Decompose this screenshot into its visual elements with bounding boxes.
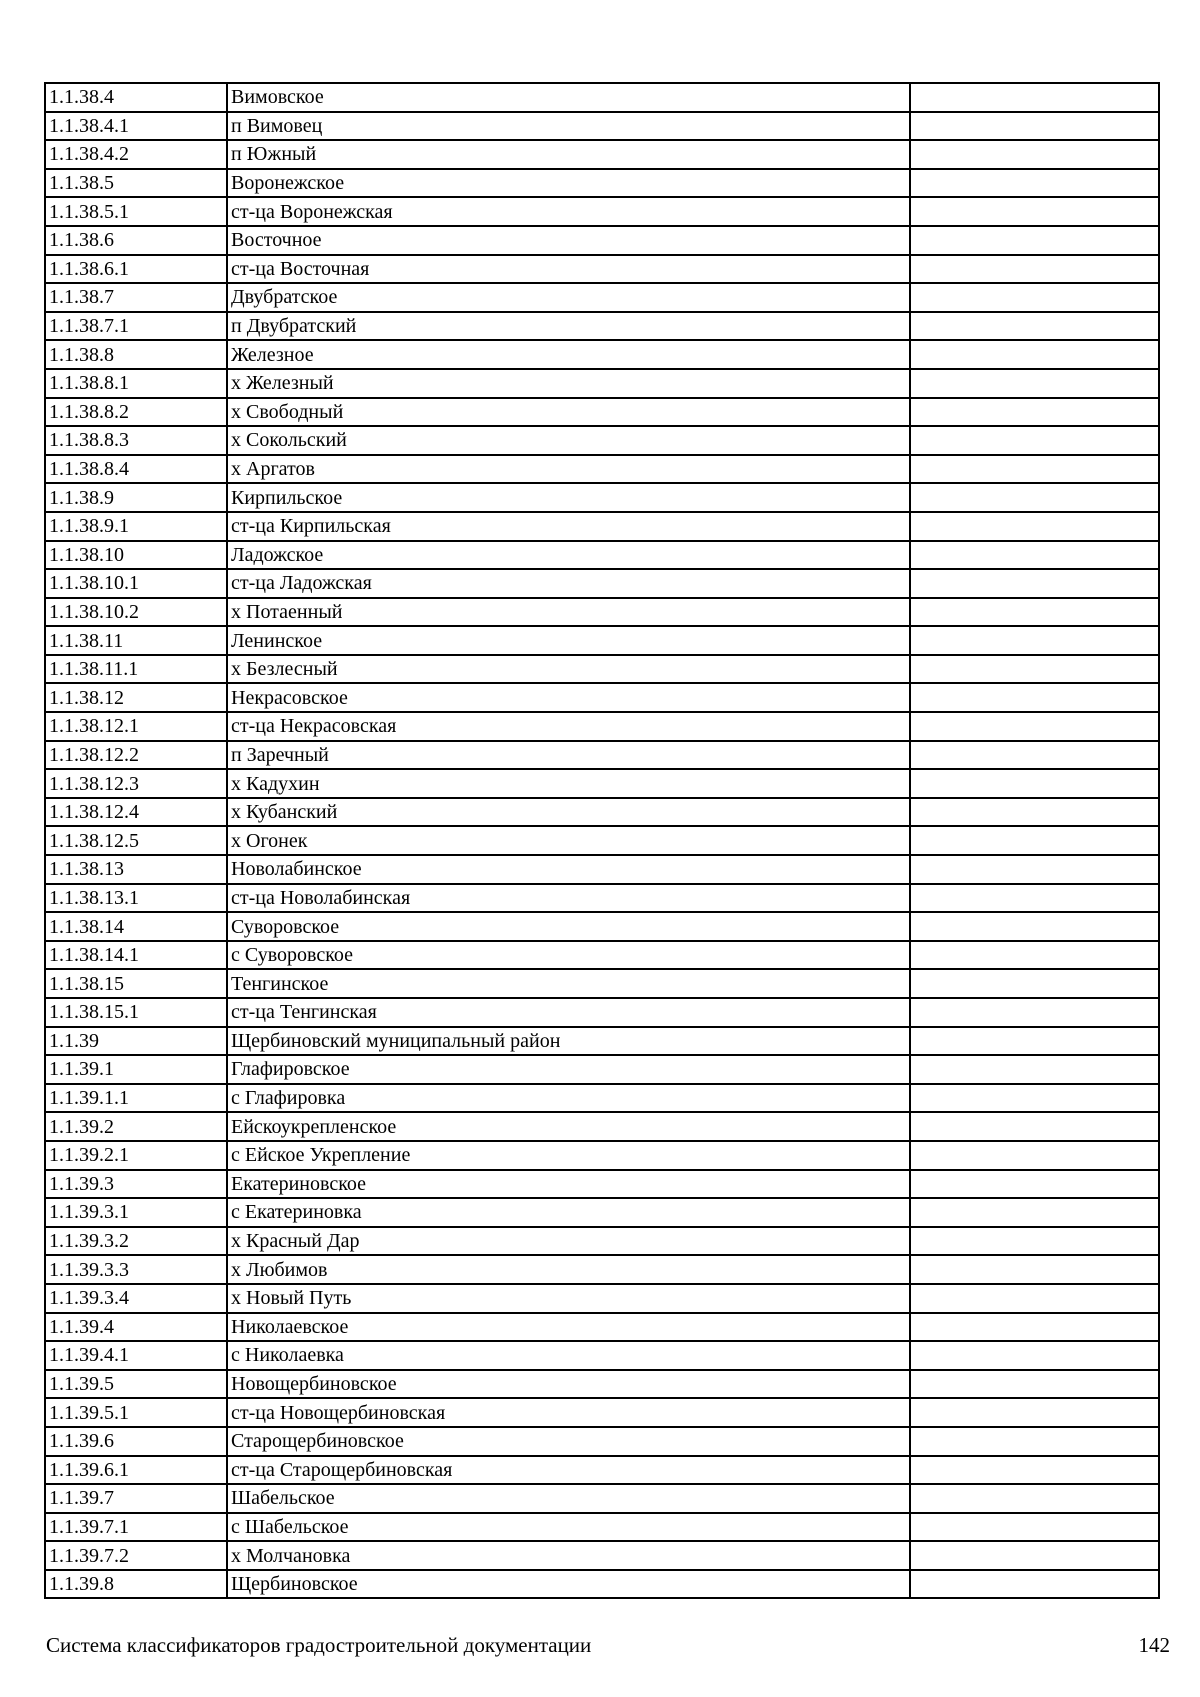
note-cell (910, 1370, 1159, 1399)
note-cell (910, 1198, 1159, 1227)
note-cell (910, 455, 1159, 484)
table-row (45, 1313, 1159, 1342)
table-row (45, 1084, 1159, 1113)
code-cell: 1.1.38.8.3 (45, 426, 227, 455)
name-cell: ст-ца Некрасовская (227, 712, 910, 741)
name-cell: ст-ца Тенгинская (227, 998, 910, 1027)
name-cell: ст-ца Восточная (227, 255, 910, 284)
code-cell: 1.1.38.5 (45, 169, 227, 198)
note-cell (910, 1456, 1159, 1485)
table-row (45, 741, 1159, 770)
name-cell: Воронежское (227, 169, 910, 198)
table-row (45, 969, 1159, 998)
note-cell (910, 1541, 1159, 1570)
code-cell: 1.1.39.7.1 (45, 1513, 227, 1542)
note-cell (910, 912, 1159, 941)
code-cell: 1.1.38.13 (45, 855, 227, 884)
code-cell: 1.1.39.5.1 (45, 1398, 227, 1427)
table-row (45, 626, 1159, 655)
name-cell: Ладожское (227, 541, 910, 570)
name-cell: х Огонек (227, 826, 910, 855)
name-cell: ст-ца Ладожская (227, 569, 910, 598)
note-cell (910, 83, 1159, 112)
name-cell: х Молчановка (227, 1541, 910, 1570)
table-row (45, 369, 1159, 398)
note-cell (910, 1341, 1159, 1370)
note-cell (910, 1284, 1159, 1313)
note-cell (910, 598, 1159, 627)
code-cell: 1.1.38.5.1 (45, 197, 227, 226)
note-cell (910, 1255, 1159, 1284)
name-cell: Некрасовское (227, 683, 910, 712)
code-cell: 1.1.38.12.5 (45, 826, 227, 855)
note-cell (910, 340, 1159, 369)
name-cell: п Двубратский (227, 312, 910, 341)
table-row (45, 1484, 1159, 1513)
table-row (45, 1198, 1159, 1227)
name-cell: Екатериновское (227, 1170, 910, 1199)
table-row (45, 912, 1159, 941)
table-row (45, 541, 1159, 570)
note-cell (910, 1084, 1159, 1113)
table-row (45, 255, 1159, 284)
table-row (45, 1255, 1159, 1284)
classifier-table-body (45, 83, 1159, 1598)
table-row (45, 140, 1159, 169)
name-cell: х Новый Путь (227, 1284, 910, 1313)
code-cell: 1.1.39.8 (45, 1570, 227, 1599)
table-row (45, 1227, 1159, 1256)
note-cell (910, 712, 1159, 741)
table-row (45, 1427, 1159, 1456)
name-cell: Новощербиновское (227, 1370, 910, 1399)
note-cell (910, 140, 1159, 169)
note-cell (910, 1398, 1159, 1427)
table-row (45, 998, 1159, 1027)
table-row (45, 1112, 1159, 1141)
note-cell (910, 626, 1159, 655)
code-cell: 1.1.38.15 (45, 969, 227, 998)
code-cell: 1.1.39 (45, 1027, 227, 1056)
name-cell: с Николаевка (227, 1341, 910, 1370)
code-cell: 1.1.39.3.3 (45, 1255, 227, 1284)
code-cell: 1.1.38.10 (45, 541, 227, 570)
note-cell (910, 512, 1159, 541)
name-cell: Двубратское (227, 283, 910, 312)
table-row (45, 283, 1159, 312)
note-cell (910, 655, 1159, 684)
table-row (45, 112, 1159, 141)
table-row (45, 1341, 1159, 1370)
table-row (45, 312, 1159, 341)
note-cell (910, 1170, 1159, 1199)
note-cell (910, 483, 1159, 512)
table-row (45, 1284, 1159, 1313)
note-cell (910, 226, 1159, 255)
note-cell (910, 1570, 1159, 1599)
note-cell (910, 1227, 1159, 1256)
note-cell (910, 112, 1159, 141)
code-cell: 1.1.38.7.1 (45, 312, 227, 341)
code-cell: 1.1.38.11.1 (45, 655, 227, 684)
table-row (45, 1141, 1159, 1170)
name-cell: п Заречный (227, 741, 910, 770)
table-row (45, 169, 1159, 198)
code-cell: 1.1.39.5 (45, 1370, 227, 1399)
code-cell: 1.1.38.6 (45, 226, 227, 255)
code-cell: 1.1.38.12.4 (45, 798, 227, 827)
table-row (45, 83, 1159, 112)
note-cell (910, 255, 1159, 284)
note-cell (910, 426, 1159, 455)
note-cell (910, 569, 1159, 598)
code-cell: 1.1.39.7 (45, 1484, 227, 1513)
name-cell: Щербиновское (227, 1570, 910, 1599)
page-number: 142 (1138, 1633, 1170, 1657)
code-cell: 1.1.39.1.1 (45, 1084, 227, 1113)
note-cell (910, 1055, 1159, 1084)
table-row (45, 855, 1159, 884)
code-cell: 1.1.38.8.1 (45, 369, 227, 398)
table-row (45, 884, 1159, 913)
name-cell: х Сокольский (227, 426, 910, 455)
name-cell: Щербиновский муниципальный район (227, 1027, 910, 1056)
name-cell: х Безлесный (227, 655, 910, 684)
table-row (45, 1055, 1159, 1084)
code-cell: 1.1.38.8.2 (45, 398, 227, 427)
note-cell (910, 998, 1159, 1027)
name-cell: ст-ца Воронежская (227, 197, 910, 226)
code-cell: 1.1.39.3 (45, 1170, 227, 1199)
note-cell (910, 1513, 1159, 1542)
name-cell: п Вимовец (227, 112, 910, 141)
name-cell: Новолабинское (227, 855, 910, 884)
table-row (45, 512, 1159, 541)
note-cell (910, 312, 1159, 341)
name-cell: х Аргатов (227, 455, 910, 484)
note-cell (910, 1427, 1159, 1456)
note-cell (910, 798, 1159, 827)
table-row (45, 655, 1159, 684)
table-row (45, 1370, 1159, 1399)
code-cell: 1.1.38.4.1 (45, 112, 227, 141)
table-row (45, 398, 1159, 427)
table-row (45, 826, 1159, 855)
code-cell: 1.1.39.2 (45, 1112, 227, 1141)
table-row (45, 1027, 1159, 1056)
code-cell: 1.1.38.10.2 (45, 598, 227, 627)
code-cell: 1.1.39.3.1 (45, 1198, 227, 1227)
table-row (45, 1541, 1159, 1570)
note-cell (910, 769, 1159, 798)
note-cell (910, 969, 1159, 998)
code-cell: 1.1.38.6.1 (45, 255, 227, 284)
note-cell (910, 369, 1159, 398)
name-cell: ст-ца Новощербиновская (227, 1398, 910, 1427)
table-row (45, 426, 1159, 455)
note-cell (910, 169, 1159, 198)
name-cell: Восточное (227, 226, 910, 255)
note-cell (910, 398, 1159, 427)
note-cell (910, 283, 1159, 312)
code-cell: 1.1.38.14 (45, 912, 227, 941)
name-cell: Кирпильское (227, 483, 910, 512)
code-cell: 1.1.39.6.1 (45, 1456, 227, 1485)
table-row (45, 340, 1159, 369)
note-cell (910, 941, 1159, 970)
name-cell: х Свободный (227, 398, 910, 427)
code-cell: 1.1.39.7.2 (45, 1541, 227, 1570)
note-cell (910, 1484, 1159, 1513)
note-cell (910, 683, 1159, 712)
table-row (45, 798, 1159, 827)
code-cell: 1.1.38.4.2 (45, 140, 227, 169)
code-cell: 1.1.39.4 (45, 1313, 227, 1342)
code-cell: 1.1.38.12.1 (45, 712, 227, 741)
table-row (45, 1513, 1159, 1542)
name-cell: Ленинское (227, 626, 910, 655)
name-cell: Вимовское (227, 83, 910, 112)
code-cell: 1.1.39.4.1 (45, 1341, 227, 1370)
name-cell: Ейскоукрепленское (227, 1112, 910, 1141)
name-cell: х Красный Дар (227, 1227, 910, 1256)
code-cell: 1.1.38.4 (45, 83, 227, 112)
code-cell: 1.1.38.15.1 (45, 998, 227, 1027)
name-cell: х Кадухин (227, 769, 910, 798)
note-cell (910, 1141, 1159, 1170)
code-cell: 1.1.38.12.3 (45, 769, 227, 798)
code-cell: 1.1.38.12 (45, 683, 227, 712)
code-cell: 1.1.38.10.1 (45, 569, 227, 598)
table-row (45, 1456, 1159, 1485)
name-cell: х Железный (227, 369, 910, 398)
name-cell: Николаевское (227, 1313, 910, 1342)
table-row (45, 712, 1159, 741)
note-cell (910, 855, 1159, 884)
code-cell: 1.1.39.2.1 (45, 1141, 227, 1170)
code-cell: 1.1.38.11 (45, 626, 227, 655)
name-cell: п Южный (227, 140, 910, 169)
name-cell: ст-ца Новолабинская (227, 884, 910, 913)
table-row (45, 569, 1159, 598)
name-cell: Шабельское (227, 1484, 910, 1513)
note-cell (910, 1112, 1159, 1141)
name-cell: Глафировское (227, 1055, 910, 1084)
name-cell: х Потаенный (227, 598, 910, 627)
code-cell: 1.1.38.14.1 (45, 941, 227, 970)
code-cell: 1.1.38.8.4 (45, 455, 227, 484)
table-row (45, 1570, 1159, 1599)
note-cell (910, 1313, 1159, 1342)
name-cell: с Шабельское (227, 1513, 910, 1542)
name-cell: ст-ца Старощербиновская (227, 1456, 910, 1485)
name-cell: с Суворовское (227, 941, 910, 970)
name-cell: Железное (227, 340, 910, 369)
name-cell: х Кубанский (227, 798, 910, 827)
name-cell: с Екатериновка (227, 1198, 910, 1227)
classifier-table (44, 82, 1160, 1599)
table-row (45, 598, 1159, 627)
note-cell (910, 741, 1159, 770)
code-cell: 1.1.38.8 (45, 340, 227, 369)
name-cell: Тенгинское (227, 969, 910, 998)
name-cell: ст-ца Кирпильская (227, 512, 910, 541)
table-row (45, 483, 1159, 512)
name-cell: Суворовское (227, 912, 910, 941)
note-cell (910, 884, 1159, 913)
name-cell: Старощербиновское (227, 1427, 910, 1456)
note-cell (910, 826, 1159, 855)
code-cell: 1.1.39.3.2 (45, 1227, 227, 1256)
footer-title: Система классификаторов градостроительной документации (46, 1633, 592, 1657)
code-cell: 1.1.38.12.2 (45, 741, 227, 770)
code-cell: 1.1.39.6 (45, 1427, 227, 1456)
table-row (45, 683, 1159, 712)
code-cell: 1.1.38.13.1 (45, 884, 227, 913)
note-cell (910, 541, 1159, 570)
code-cell: 1.1.38.9.1 (45, 512, 227, 541)
code-cell: 1.1.38.9 (45, 483, 227, 512)
code-cell: 1.1.38.7 (45, 283, 227, 312)
name-cell: с Ейское Укрепление (227, 1141, 910, 1170)
table-row (45, 769, 1159, 798)
table-row (45, 1170, 1159, 1199)
table-row (45, 197, 1159, 226)
code-cell: 1.1.39.3.4 (45, 1284, 227, 1313)
name-cell: с Глафировка (227, 1084, 910, 1113)
table-row (45, 941, 1159, 970)
code-cell: 1.1.39.1 (45, 1055, 227, 1084)
table-row (45, 455, 1159, 484)
table-row (45, 1398, 1159, 1427)
note-cell (910, 1027, 1159, 1056)
name-cell: х Любимов (227, 1255, 910, 1284)
note-cell (910, 197, 1159, 226)
table-row (45, 226, 1159, 255)
